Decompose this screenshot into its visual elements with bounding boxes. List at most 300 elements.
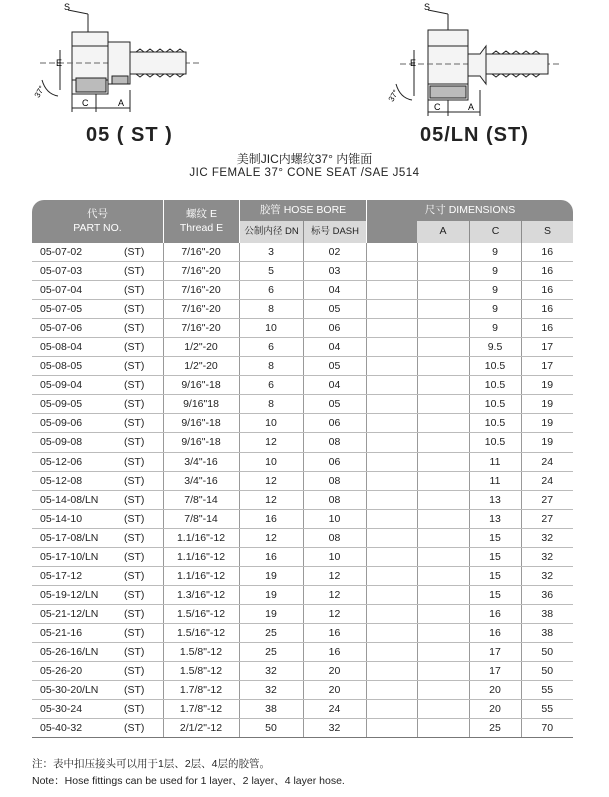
c-cell: 17 — [469, 662, 521, 681]
s-cell: 55 — [521, 681, 573, 700]
a-cell — [417, 338, 469, 357]
table-row — [32, 262, 573, 281]
part-no-cell — [32, 262, 163, 281]
table-row — [32, 528, 573, 547]
c-cell: 16 — [469, 623, 521, 642]
part-no-cell — [32, 471, 163, 490]
s-cell: 50 — [521, 642, 573, 661]
table-row — [32, 490, 573, 509]
thread-cell: 1.1/16"-12 — [163, 566, 239, 585]
thread-cell: 1.5/16"-12 — [163, 604, 239, 623]
table-row — [32, 243, 573, 262]
blank-cell — [366, 528, 417, 547]
part-number: 05-21-12/LN — [40, 607, 99, 620]
thread-cell: 7/16"-20 — [163, 300, 239, 319]
part-no-cell — [32, 433, 163, 452]
part-suffix: (ST) — [124, 246, 145, 259]
a-cell — [417, 566, 469, 585]
c-cell: 10.5 — [469, 376, 521, 395]
part-no-cell — [32, 547, 163, 566]
a-cell — [417, 319, 469, 338]
blank-cell — [366, 642, 417, 661]
header-dimensions: 尺寸 DIMENSIONS — [424, 203, 516, 216]
part-suffix: (ST) — [124, 341, 145, 354]
dash-cell: 08 — [303, 471, 366, 490]
dn-cell: 19 — [239, 566, 303, 585]
dash-cell: 06 — [303, 414, 366, 433]
table-row — [32, 642, 573, 661]
c-cell: 15 — [469, 566, 521, 585]
part-no-cell — [32, 566, 163, 585]
part-number: 05-08-04 — [40, 341, 83, 354]
c-cell: 11 — [469, 452, 521, 471]
a-cell — [417, 376, 469, 395]
blank-cell — [366, 319, 417, 338]
thread-cell: 9/16"-18 — [163, 433, 239, 452]
part-number: 05-09-08 — [40, 436, 83, 449]
table-row — [32, 414, 573, 433]
part-no-cell — [32, 357, 163, 376]
dn-cell: 12 — [239, 528, 303, 547]
s-cell: 32 — [521, 547, 573, 566]
blank-cell — [366, 585, 417, 604]
table-row — [32, 719, 573, 738]
dn-cell: 19 — [239, 604, 303, 623]
part-suffix: (ST) — [124, 417, 145, 430]
left-e-label: E — [56, 58, 63, 68]
part-suffix: (ST) — [124, 646, 145, 658]
thread-cell: 1.7/8"-12 — [163, 700, 239, 719]
c-cell: 13 — [469, 490, 521, 509]
thread-cell: 9/16"-18 — [163, 414, 239, 433]
c-cell: 13 — [469, 509, 521, 528]
part-suffix: (ST) — [124, 398, 145, 411]
drawing-05-ln-st — [396, 10, 560, 116]
thread-cell: 1/2"-20 — [163, 338, 239, 357]
part-no-cell — [32, 376, 163, 395]
c-cell: 15 — [469, 585, 521, 604]
thread-cell: 2/1/2"-12 — [163, 719, 239, 738]
left-c-label: C — [82, 98, 89, 108]
spec-table — [32, 200, 573, 738]
header-part-no — [32, 200, 163, 243]
thread-cell: 7/8"-14 — [163, 490, 239, 509]
dash-cell: 12 — [303, 604, 366, 623]
c-cell: 10.5 — [469, 395, 521, 414]
part-number: 05-07-06 — [40, 322, 83, 335]
a-cell — [417, 395, 469, 414]
a-cell — [417, 604, 469, 623]
dn-cell: 12 — [239, 471, 303, 490]
dash-cell: 12 — [303, 585, 366, 604]
blank-cell — [366, 604, 417, 623]
part-suffix: (ST) — [124, 722, 145, 735]
model-label-05-st: 05 ( ST ) — [86, 124, 173, 146]
dn-cell: 38 — [239, 700, 303, 719]
dn-cell: 8 — [239, 357, 303, 376]
table-header — [32, 200, 573, 243]
dash-cell: 24 — [303, 700, 366, 719]
s-cell: 16 — [521, 243, 573, 262]
part-number: 05-30-20/LN — [40, 684, 99, 697]
dash-cell: 04 — [303, 376, 366, 395]
s-cell: 19 — [521, 376, 573, 395]
dn-cell: 32 — [239, 662, 303, 681]
part-no-cell — [32, 623, 163, 642]
s-cell: 19 — [521, 395, 573, 414]
table-row — [32, 471, 573, 490]
left-angle-label: 37° — [32, 84, 47, 100]
s-cell: 32 — [521, 528, 573, 547]
dash-cell: 08 — [303, 433, 366, 452]
s-cell: 50 — [521, 662, 573, 681]
c-cell: 25 — [469, 719, 521, 738]
a-cell — [417, 262, 469, 281]
a-cell — [417, 414, 469, 433]
dash-cell: 32 — [303, 719, 366, 738]
part-number: 05-30-24 — [40, 703, 83, 716]
c-cell: 15 — [469, 547, 521, 566]
dash-cell: 04 — [303, 338, 366, 357]
dn-cell: 3 — [239, 243, 303, 262]
table-row — [32, 566, 573, 585]
dash-cell: 10 — [303, 509, 366, 528]
dash-cell: 02 — [303, 243, 366, 262]
a-cell — [417, 585, 469, 604]
a-cell — [417, 662, 469, 681]
dash-cell: 06 — [303, 452, 366, 471]
blank-cell — [366, 547, 417, 566]
header-thread — [164, 200, 239, 243]
dn-cell: 32 — [239, 681, 303, 700]
dash-cell: 05 — [303, 395, 366, 414]
part-no-cell — [32, 604, 163, 623]
table-row — [32, 604, 573, 623]
c-cell: 17 — [469, 642, 521, 661]
part-number: 05-07-05 — [40, 303, 83, 316]
dash-cell: 08 — [303, 528, 366, 547]
part-no-cell — [32, 338, 163, 357]
c-cell: 16 — [469, 604, 521, 623]
part-no-cell — [32, 243, 163, 262]
dn-cell: 25 — [239, 623, 303, 642]
part-suffix: (ST) — [124, 360, 145, 373]
part-no-cell — [32, 700, 163, 719]
c-cell: 20 — [469, 700, 521, 719]
blank-cell — [366, 662, 417, 681]
part-no-cell — [32, 452, 163, 471]
c-cell: 15 — [469, 528, 521, 547]
blank-cell — [366, 338, 417, 357]
dn-cell: 12 — [239, 490, 303, 509]
table-row — [32, 376, 573, 395]
s-cell: 24 — [521, 471, 573, 490]
table-row — [32, 395, 573, 414]
part-no-cell — [32, 719, 163, 738]
table-row — [32, 509, 573, 528]
dn-cell: 6 — [239, 281, 303, 300]
a-cell — [417, 681, 469, 700]
thread-cell: 1.3/16"-12 — [163, 585, 239, 604]
part-number: 05-09-06 — [40, 417, 83, 430]
part-number: 05-17-12 — [40, 569, 83, 582]
part-suffix: (ST) — [124, 665, 145, 678]
blank-cell — [366, 281, 417, 300]
s-cell: 27 — [521, 490, 573, 509]
header-s: S — [522, 221, 573, 243]
table-row — [32, 281, 573, 300]
a-cell — [417, 281, 469, 300]
a-cell — [417, 357, 469, 376]
dn-cell: 10 — [239, 452, 303, 471]
dn-cell: 10 — [239, 319, 303, 338]
c-cell: 9.5 — [469, 338, 521, 357]
part-number: 05-17-10/LN — [40, 550, 99, 563]
dn-cell: 16 — [239, 509, 303, 528]
table-row — [32, 433, 573, 452]
dash-cell: 06 — [303, 319, 366, 338]
blank-cell — [366, 719, 417, 738]
part-number: 05-08-05 — [40, 360, 83, 373]
c-cell: 9 — [469, 281, 521, 300]
dash-cell: 05 — [303, 300, 366, 319]
table-row — [32, 681, 573, 700]
part-suffix: (ST) — [124, 322, 145, 335]
a-cell — [417, 490, 469, 509]
thread-cell: 1.5/16"-12 — [163, 623, 239, 642]
c-cell: 10.5 — [469, 414, 521, 433]
blank-cell — [366, 681, 417, 700]
part-suffix: (ST) — [124, 512, 145, 525]
part-no-cell — [32, 528, 163, 547]
part-number: 05-21-16 — [40, 626, 83, 639]
dash-cell: 08 — [303, 490, 366, 509]
part-number: 05-07-03 — [40, 265, 83, 278]
part-suffix: (ST) — [124, 550, 145, 563]
part-number: 05-14-10 — [40, 512, 83, 525]
blank-cell — [366, 357, 417, 376]
dn-cell: 12 — [239, 433, 303, 452]
header-c: C — [470, 221, 521, 243]
part-number: 05-40-32 — [40, 722, 83, 735]
table-row — [32, 547, 573, 566]
a-cell — [417, 623, 469, 642]
dn-cell: 16 — [239, 547, 303, 566]
blank-cell — [366, 262, 417, 281]
part-number: 05-17-08/LN — [40, 531, 99, 544]
header-part-en: PART NO. — [73, 221, 122, 234]
s-cell: 38 — [521, 604, 573, 623]
thread-cell: 9/16"-18 — [163, 376, 239, 395]
dn-cell: 50 — [239, 719, 303, 738]
header-thread-en: Thread E — [179, 221, 224, 234]
blank-cell — [366, 700, 417, 719]
thread-cell: 7/16"-20 — [163, 262, 239, 281]
note-english: Note：Hose fittings can be used for 1 layer、2 layer、4 layer hose. — [32, 775, 345, 787]
part-no-cell — [32, 509, 163, 528]
s-cell: 16 — [521, 262, 573, 281]
part-number: 05-09-04 — [40, 379, 83, 392]
header-dn: 公制内径 DN — [240, 221, 303, 243]
a-cell — [417, 528, 469, 547]
part-suffix: (ST) — [124, 607, 145, 620]
part-no-cell — [32, 281, 163, 300]
part-number: 05-12-06 — [40, 455, 83, 468]
table-row — [32, 700, 573, 719]
c-cell: 10.5 — [469, 433, 521, 452]
part-suffix: (ST) — [124, 493, 145, 506]
blank-cell — [366, 414, 417, 433]
s-cell: 27 — [521, 509, 573, 528]
thread-cell: 1.1/16"-12 — [163, 528, 239, 547]
dn-cell: 6 — [239, 338, 303, 357]
dash-cell: 16 — [303, 642, 366, 661]
right-s-label: S — [424, 2, 431, 12]
part-suffix: (ST) — [124, 303, 145, 316]
table-row — [32, 319, 573, 338]
right-e-label: E — [410, 58, 417, 68]
part-suffix: (ST) — [124, 265, 145, 278]
left-a-label: A — [118, 98, 125, 108]
s-cell: 16 — [521, 319, 573, 338]
part-suffix: (ST) — [124, 588, 145, 601]
a-cell — [417, 243, 469, 262]
part-number: 05-07-02 — [40, 246, 83, 259]
part-no-cell — [32, 642, 163, 661]
title-chinese: 美制JIC内螺纹37° 内锥面 — [236, 152, 373, 166]
part-number: 05-12-08 — [40, 474, 83, 487]
drawing-05-st — [40, 10, 200, 112]
s-cell: 38 — [521, 623, 573, 642]
thread-cell: 9/16"18 — [163, 395, 239, 414]
thread-cell: 1.1/16"-12 — [163, 547, 239, 566]
s-cell: 70 — [521, 719, 573, 738]
header-dash: 标号 DASH — [304, 221, 366, 243]
c-cell: 9 — [469, 300, 521, 319]
dn-cell: 8 — [239, 300, 303, 319]
blank-cell — [366, 243, 417, 262]
a-cell — [417, 471, 469, 490]
blank-cell — [366, 471, 417, 490]
blank-cell — [366, 490, 417, 509]
part-suffix: (ST) — [124, 531, 145, 544]
thread-cell: 1.5/8"-12 — [163, 642, 239, 661]
blank-cell — [366, 376, 417, 395]
header-hose-bore: 胶管 HOSE BORE — [259, 203, 347, 216]
part-suffix: (ST) — [124, 284, 145, 297]
a-cell — [417, 300, 469, 319]
header-part-cn: 代号 — [87, 208, 108, 221]
part-no-cell — [32, 681, 163, 700]
part-suffix: (ST) — [124, 455, 145, 468]
dash-cell: 04 — [303, 281, 366, 300]
table-row — [32, 338, 573, 357]
fitting-drawings — [0, 0, 609, 125]
right-angle-label: 37° — [386, 88, 401, 104]
part-no-cell — [32, 300, 163, 319]
dn-cell: 5 — [239, 262, 303, 281]
spec-table-body — [32, 243, 573, 738]
a-cell — [417, 700, 469, 719]
dash-cell: 03 — [303, 262, 366, 281]
blank-cell — [366, 452, 417, 471]
dash-cell: 12 — [303, 566, 366, 585]
s-cell: 55 — [521, 700, 573, 719]
header-thread-cn: 螺纹 E — [186, 208, 217, 221]
dash-cell: 05 — [303, 357, 366, 376]
blank-cell — [366, 509, 417, 528]
s-cell: 16 — [521, 281, 573, 300]
c-cell: 9 — [469, 262, 521, 281]
thread-cell: 3/4"-16 — [163, 471, 239, 490]
blank-cell — [366, 566, 417, 585]
a-cell — [417, 509, 469, 528]
model-label-05-ln-st: 05/LN (ST) — [420, 124, 529, 146]
part-number: 05-26-20 — [40, 665, 83, 678]
part-suffix: (ST) — [124, 703, 145, 716]
part-suffix: (ST) — [124, 569, 145, 582]
blank-cell — [366, 433, 417, 452]
thread-cell: 7/8"-14 — [163, 509, 239, 528]
s-cell: 17 — [521, 357, 573, 376]
table-row — [32, 300, 573, 319]
thread-cell: 3/4"-16 — [163, 452, 239, 471]
a-cell — [417, 642, 469, 661]
part-no-cell — [32, 490, 163, 509]
part-suffix: (ST) — [124, 379, 145, 392]
dash-cell: 16 — [303, 623, 366, 642]
dn-cell: 25 — [239, 642, 303, 661]
part-number: 05-14-08/LN — [40, 493, 99, 506]
table-row — [32, 357, 573, 376]
s-cell: 19 — [521, 433, 573, 452]
c-cell: 20 — [469, 681, 521, 700]
right-c-label: C — [434, 102, 441, 112]
s-cell: 32 — [521, 566, 573, 585]
s-cell: 36 — [521, 585, 573, 604]
a-cell — [417, 719, 469, 738]
c-cell: 10.5 — [469, 357, 521, 376]
thread-cell: 1.7/8"-12 — [163, 681, 239, 700]
part-suffix: (ST) — [124, 684, 145, 697]
c-cell: 9 — [469, 319, 521, 338]
thread-cell: 1.5/8"-12 — [163, 662, 239, 681]
right-a-label: A — [468, 102, 475, 112]
dash-cell: 20 — [303, 662, 366, 681]
part-suffix: (ST) — [124, 474, 145, 487]
thread-cell: 1/2"-20 — [163, 357, 239, 376]
table-row — [32, 623, 573, 642]
blank-cell — [366, 623, 417, 642]
dash-cell: 20 — [303, 681, 366, 700]
c-cell: 11 — [469, 471, 521, 490]
s-cell: 16 — [521, 300, 573, 319]
thread-cell: 7/16"-20 — [163, 243, 239, 262]
dn-cell: 19 — [239, 585, 303, 604]
dn-cell: 6 — [239, 376, 303, 395]
blank-cell — [366, 395, 417, 414]
part-number: 05-26-16/LN — [40, 646, 99, 658]
note-chinese: 注：表中扣压接头可以用于1层、2层、4层的胶管。 — [32, 758, 271, 770]
thread-cell: 7/16"-20 — [163, 281, 239, 300]
part-number: 05-19-12/LN — [40, 588, 99, 601]
dash-cell: 10 — [303, 547, 366, 566]
part-suffix: (ST) — [124, 626, 145, 639]
part-suffix: (ST) — [124, 436, 145, 449]
table-row — [32, 662, 573, 681]
left-s-label: S — [64, 2, 71, 12]
header-a: A — [417, 221, 469, 243]
